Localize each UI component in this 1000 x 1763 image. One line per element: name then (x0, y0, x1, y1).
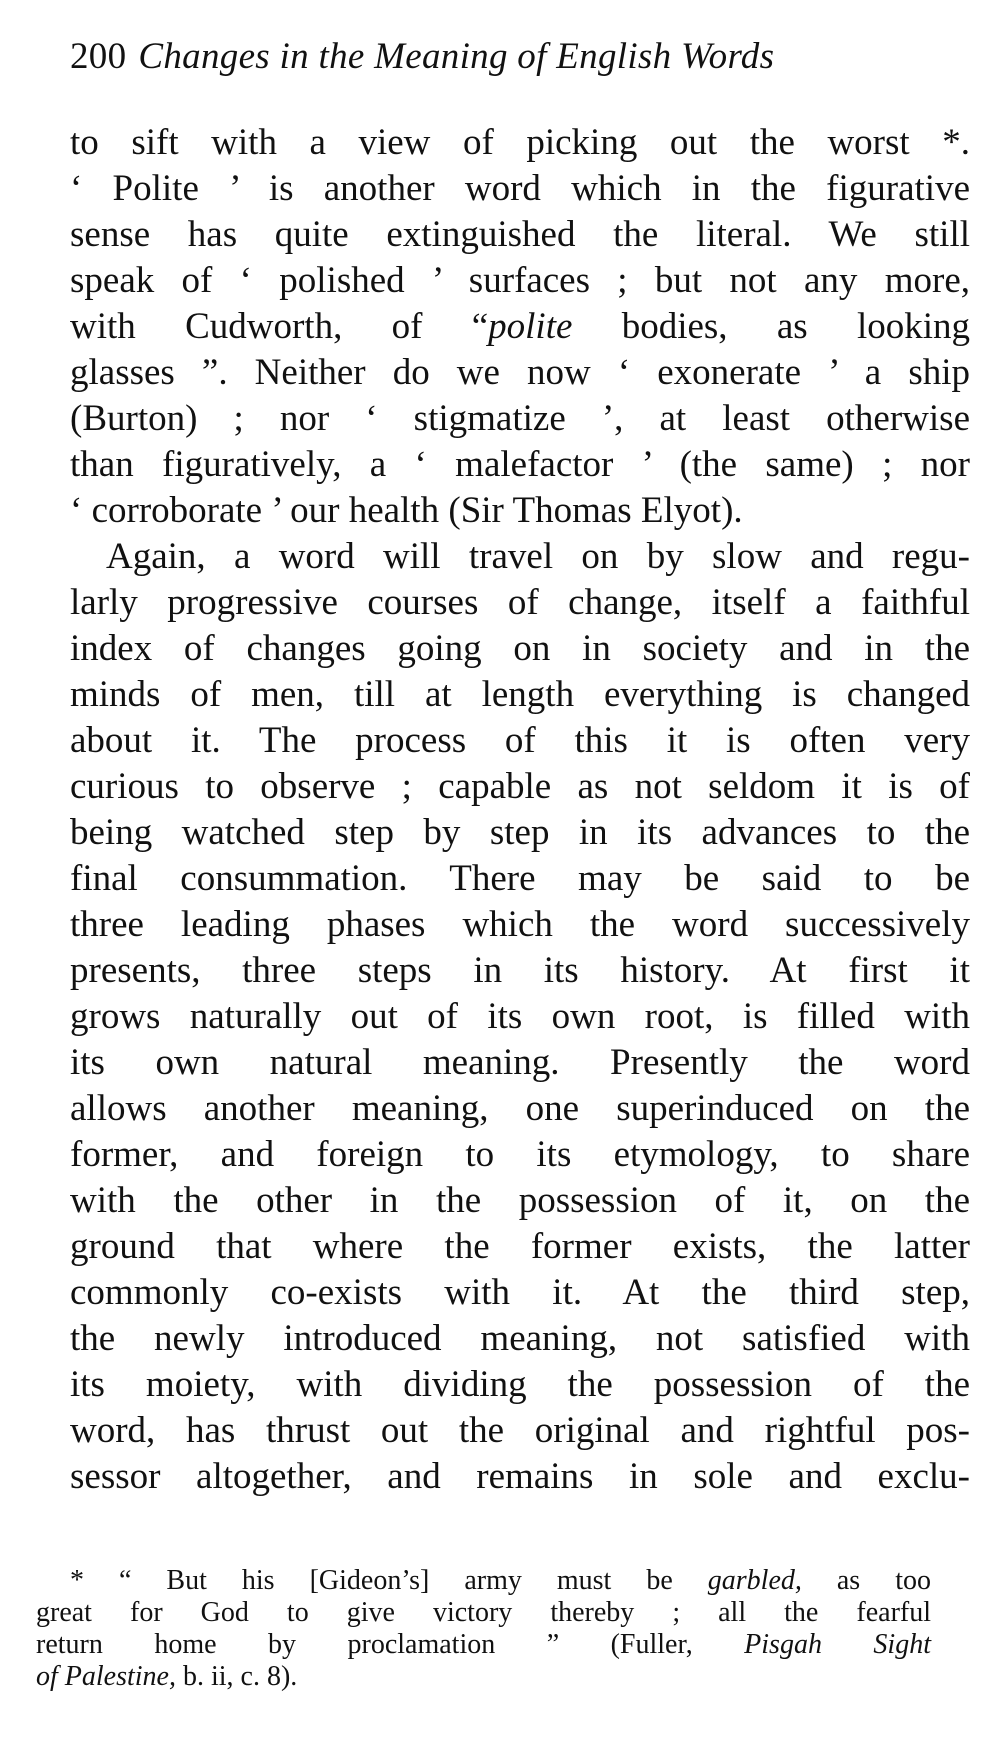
text-line: about it. The process of this it is often very (70, 720, 970, 761)
text-segment: with Cudworth, of “ (70, 306, 489, 347)
italic-word: garbled, (707, 1565, 802, 1596)
text-line: Again, a word will travel on by slow and regu- (106, 536, 970, 577)
text-segment: * “ But his [Gideon’s] army must be (70, 1565, 708, 1596)
page-number: 200 (70, 36, 127, 77)
text-line: the newly introduced meaning, not satisfied with (70, 1318, 970, 1359)
text-line: with the other in the possession of it, on the (70, 1180, 970, 1221)
text-line: its moiety, with dividing the possession of the (70, 1364, 970, 1405)
body-text (70, 120, 970, 1500)
text-segment: as too (801, 1565, 931, 1596)
text-line: ‘ Polite ’ is another word which in the figurative (70, 168, 970, 209)
italic-title: of Palestine, (36, 1661, 176, 1692)
footnote-line (36, 1565, 931, 1597)
text-line: grows naturally out of its own root, is filled with (70, 996, 970, 1037)
text-line: commonly co-exists with it. At the third step, (70, 1272, 970, 1313)
text-line: ‘ corroborate ’ our health (Sir Thomas Elyot). (70, 490, 743, 531)
footnote-line: great for God to give victory thereby ; all the fearful (36, 1597, 931, 1628)
text-line: (Burton) ; nor ‘ stigmatize ’, at least otherwise (70, 398, 970, 439)
italic-word: polite (488, 306, 573, 347)
text-line: sense has quite extinguished the literal. We still (70, 214, 970, 255)
text-line: to sift with a view of picking out the worst *. (70, 122, 970, 163)
italic-title: Pisgah Sight (744, 1629, 931, 1660)
text-line: being watched step by step in its advances to the (70, 812, 970, 853)
text-segment: bodies, as looking (572, 306, 970, 347)
text-line: allows another meaning, one superinduced on the (70, 1088, 970, 1129)
text-line: its own natural meaning. Presently the word (70, 1042, 970, 1083)
footnote-line (36, 1629, 931, 1661)
running-title: Changes in the Meaning of English Words (138, 36, 775, 77)
text-line: minds of men, till at length everything is changed (70, 674, 970, 715)
footnote-line (36, 1661, 931, 1693)
text-segment: return home by proclamation ” (Fuller, (36, 1629, 745, 1660)
text-line: former, and foreign to its etymology, to share (70, 1134, 970, 1175)
text-segment: b. ii, c. 8). (175, 1661, 298, 1692)
text-line: sessor altogether, and remains in sole and exclu- (70, 1456, 970, 1497)
text-line: word, has thrust out the original and rightful pos- (70, 1410, 970, 1451)
text-line (70, 304, 970, 350)
text-line: larly progressive courses of change, itself a faithful (70, 582, 970, 623)
text-line: index of changes going on in society and in the (70, 628, 970, 669)
text-line: final consummation. There may be said to be (70, 858, 970, 899)
text-line: speak of ‘ polished ’ surfaces ; but not any more, (70, 260, 970, 301)
text-line: than figuratively, a ‘ malefactor ’ (the same) ; nor (70, 444, 970, 485)
page-header (70, 34, 970, 80)
text-line: ground that where the former exists, the latter (70, 1226, 970, 1267)
text-line: glasses ”. Neither do we now ‘ exonerate ’ a ship (70, 352, 970, 393)
text-line: presents, three steps in its history. At first it (70, 950, 970, 991)
text-line: three leading phases which the word successively (70, 904, 970, 945)
text-line: curious to observe ; capable as not seldom it is of (70, 766, 970, 807)
footnote (36, 1565, 931, 1693)
